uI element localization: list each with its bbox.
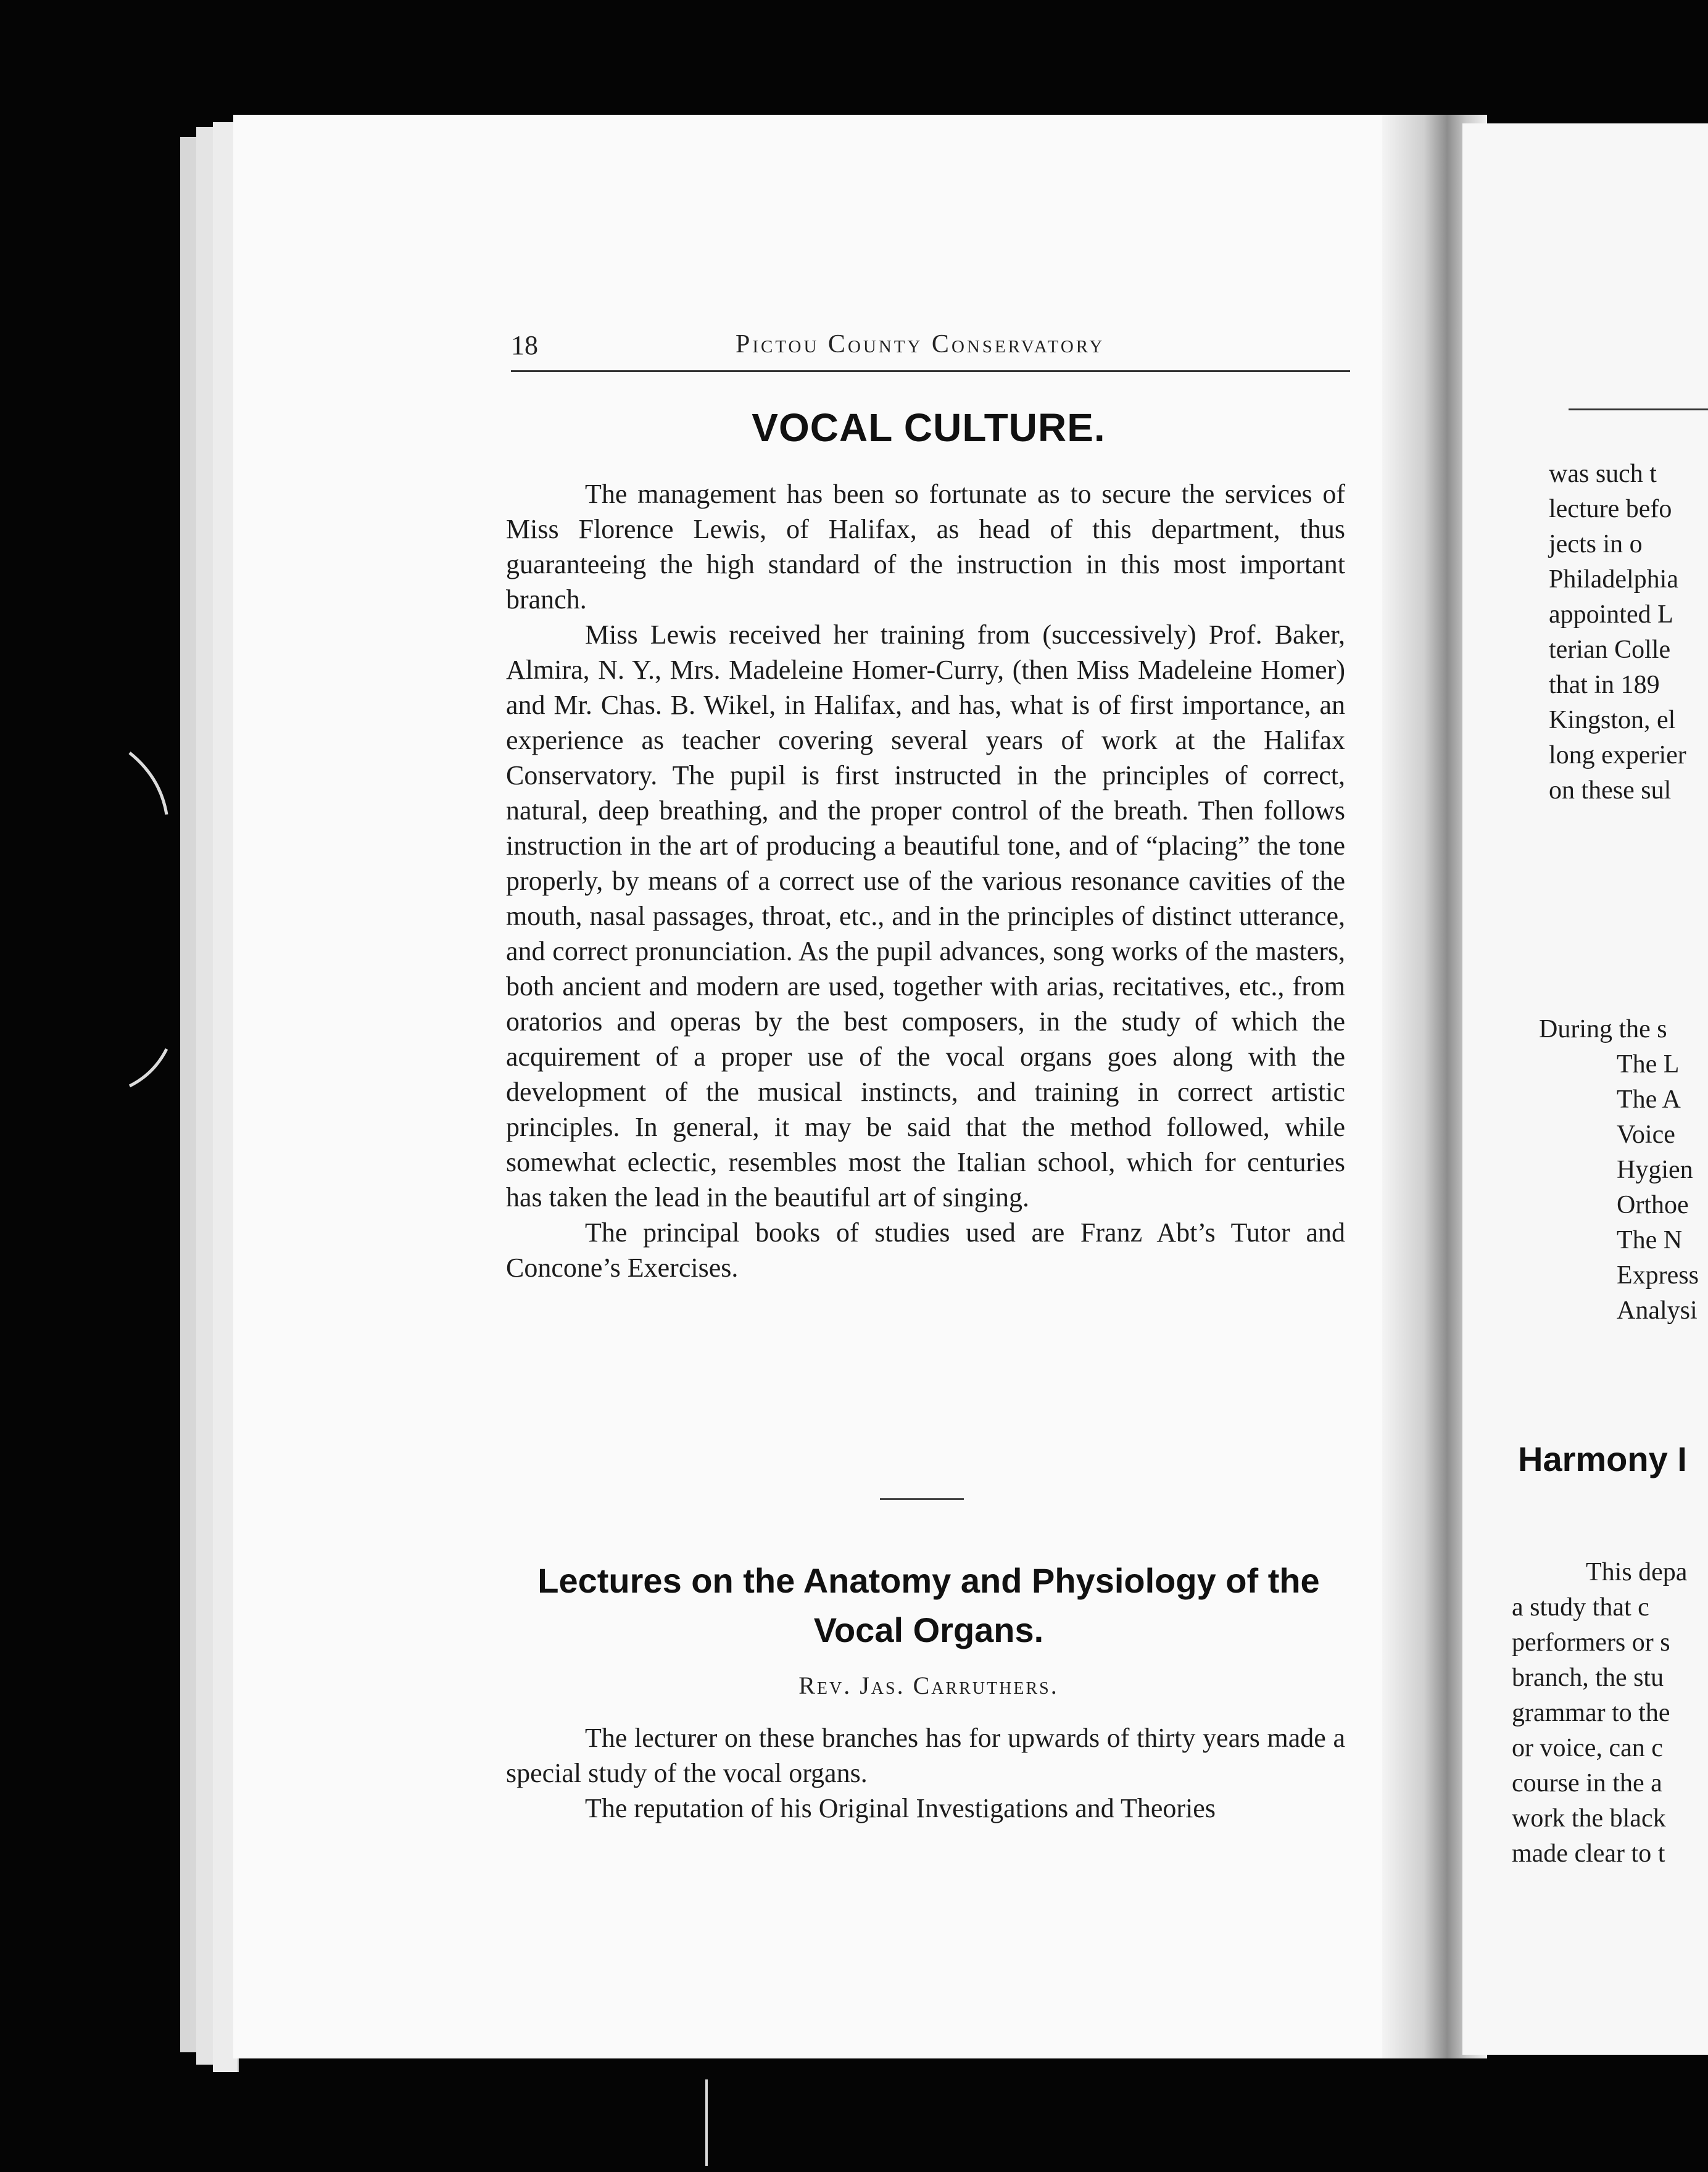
list-item: Express <box>1617 1261 1699 1290</box>
scan-artifact-marks <box>111 740 197 1111</box>
text-line: a study that c <box>1512 1593 1649 1622</box>
section-separator <box>880 1498 964 1500</box>
list-item: Orthoe <box>1617 1191 1689 1219</box>
running-head <box>511 321 1350 372</box>
list-item: Voice <box>1617 1121 1675 1149</box>
vocal-culture-heading: VOCAL CULTURE. <box>752 405 1106 450</box>
paragraph: The reputation of his Original Investigations and Theories <box>585 1793 1216 1823</box>
text-line: terian Colle <box>1549 636 1671 664</box>
paragraph: The management has been so fortunate as to secure the services of Miss Florence Lewis, of Halifax, as head of this department, thus guaranteeing the high standard of the instruction in this most important branch. <box>506 479 1345 615</box>
text-line: course in the a <box>1512 1769 1662 1797</box>
list-item: Analysi <box>1617 1296 1698 1325</box>
text-line: on these sul <box>1549 776 1672 805</box>
text-line: jects in o <box>1549 530 1643 558</box>
lectures-heading: Lectures on the Anatomy and Physiology of the Vocal Organs. <box>537 1561 1320 1649</box>
harmony-heading: Harmony I <box>1518 1440 1687 1478</box>
vocal-culture-body <box>506 476 1345 1285</box>
text-line: This depa <box>1586 1558 1688 1586</box>
right-page <box>1462 123 1708 2055</box>
lectures-body <box>506 1720 1345 1826</box>
running-head-rule <box>1569 408 1708 410</box>
text-line: work the black <box>1512 1804 1666 1833</box>
text-line: long experier <box>1549 741 1686 769</box>
text-line: was such t <box>1549 460 1657 488</box>
paragraph: The lecturer on these branches has for upwards of thirty years made a special study of the vocal organs. <box>506 1723 1345 1788</box>
paragraph: The principal books of studies used are Franz Abt’s Tutor and Concone’s Exercises. <box>506 1217 1345 1283</box>
text-line: made clear to t <box>1512 1839 1665 1868</box>
text-line: lecture befo <box>1549 495 1672 523</box>
text-line: branch, the stu <box>1512 1664 1664 1692</box>
list-item: Hygien <box>1617 1156 1693 1184</box>
text-line: appointed L <box>1549 600 1673 629</box>
lecturer-byline: Rev. Jas. Carruthers. <box>798 1672 1059 1699</box>
list-item: The L <box>1617 1050 1680 1079</box>
text-line: During the s <box>1539 1015 1667 1043</box>
running-title: Pictou County Conservatory <box>736 330 1105 359</box>
text-line: performers or s <box>1512 1628 1670 1657</box>
list-item: The N <box>1617 1226 1683 1254</box>
list-item: The A <box>1617 1085 1681 1114</box>
scan-artifact-line <box>697 2073 716 2172</box>
text-line: Philadelphia <box>1549 565 1678 594</box>
text-line: that in 189 <box>1549 671 1660 699</box>
text-line: Kingston, el <box>1549 706 1676 734</box>
page-number: 18 <box>511 330 538 360</box>
text-line: or voice, can c <box>1512 1734 1663 1762</box>
text-line: grammar to the <box>1512 1699 1670 1727</box>
paragraph: Miss Lewis received her training from (successively) Prof. Baker, Almira, N. Y., Mrs. Madeleine Homer-Curry, (then Miss Madeleine Homer) and Mr. Chas. B. Wikel, in Halifax, and has, what is of first importance, an experience as teacher covering several years of work at the Halifax Conservatory. The pupil is first instructed in the principles of correct, natural, deep breathing, and the proper control of the breath. Then follows instruction in the art of producing a beautiful tone, and of “placing” the tone properly, by means of a correct use of the various resonance cavities of the mouth, nasal passages, throat, etc., and in the principles of distinct utterance, and correct pronunciation. As the pupil advances, song works of the masters, both ancient and modern are used, together with arias, recitatives, etc., from oratorios and operas by the best composers, in the study of which the acquirement of a proper use of the vocal organs goes along with the development of the musical instincts, and training in correct artistic principles. In general, it may be said that the method followed, while somewhat eclectic, resembles most the Italian school, which for centuries has taken the lead in the beautiful art of singing. <box>506 620 1345 1212</box>
